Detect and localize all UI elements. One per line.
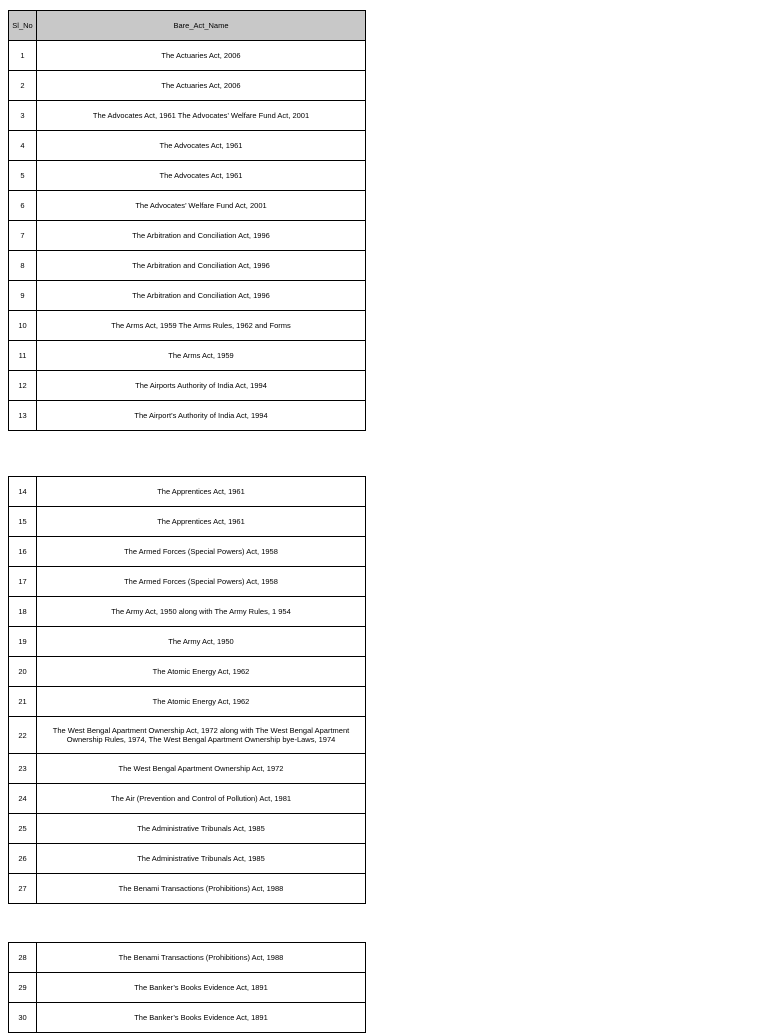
act-name-cell: The Airports Authority of India Act, 1994 (37, 371, 366, 401)
sl-no-cell: 8 (9, 251, 37, 281)
sl-no-cell: 18 (9, 597, 37, 627)
table-row (9, 657, 366, 687)
sl-no-cell: 11 (9, 341, 37, 371)
sl-no-cell: 7 (9, 221, 37, 251)
act-name-cell: The Arbitration and Conciliation Act, 1996 (37, 251, 366, 281)
act-name-cell: The Banker’s Books Evidence Act, 1891 (37, 1003, 366, 1033)
sl-no-cell: 29 (9, 973, 37, 1003)
act-name-cell: The Atomic Energy Act, 1962 (37, 687, 366, 717)
sl-no-cell: 26 (9, 844, 37, 874)
sl-no-cell: 4 (9, 131, 37, 161)
acts-table-3 (8, 942, 366, 1033)
act-name-cell: The Administrative Tribunals Act, 1985 (37, 844, 366, 874)
sl-no-cell: 20 (9, 657, 37, 687)
sl-no-cell: 9 (9, 281, 37, 311)
table-row (9, 943, 366, 973)
act-name-cell: The Banker’s Books Evidence Act, 1891 (37, 973, 366, 1003)
table-row (9, 627, 366, 657)
act-name-cell: The Apprentices Act, 1961 (37, 507, 366, 537)
bare-act-name-header: Bare_Act_Name (37, 11, 366, 41)
acts-table-2 (8, 476, 366, 904)
table-row (9, 597, 366, 627)
acts-table-1 (8, 10, 366, 431)
act-name-cell: The Armed Forces (Special Powers) Act, 1958 (37, 567, 366, 597)
sl-no-cell: 22 (9, 717, 37, 754)
table-row (9, 754, 366, 784)
sl-no-cell: 30 (9, 1003, 37, 1033)
act-name-cell: The Actuaries Act, 2006 (37, 41, 366, 71)
sl-no-cell: 3 (9, 101, 37, 131)
table-row (9, 41, 366, 71)
table-row (9, 477, 366, 507)
table-row (9, 717, 366, 754)
act-name-cell: The West Bengal Apartment Ownership Act, 1972 along with The West Bengal Apartment Ownership Rules, 1974, The West Bengal Apartment Ownership bye-Laws, 1974 (37, 717, 366, 754)
table-row (9, 191, 366, 221)
table-row (9, 537, 366, 567)
table-row (9, 1003, 366, 1033)
act-name-cell: The Atomic Energy Act, 1962 (37, 657, 366, 687)
table-row (9, 874, 366, 904)
act-name-cell: The Arms Act, 1959 The Arms Rules, 1962 and Forms (37, 311, 366, 341)
table-row (9, 311, 366, 341)
sl-no-cell: 14 (9, 477, 37, 507)
act-name-cell: The Advocates Act, 1961 The Advocates’ Welfare Fund Act, 2001 (37, 101, 366, 131)
sl-no-cell: 6 (9, 191, 37, 221)
table-row (9, 844, 366, 874)
act-name-cell: The Actuaries Act, 2006 (37, 71, 366, 101)
sl-no-header: Sl_No (9, 11, 37, 41)
sl-no-cell: 21 (9, 687, 37, 717)
table-row (9, 814, 366, 844)
table-row (9, 371, 366, 401)
act-name-cell: The Arms Act, 1959 (37, 341, 366, 371)
sl-no-cell: 28 (9, 943, 37, 973)
act-name-cell: The Armed Forces (Special Powers) Act, 1958 (37, 537, 366, 567)
act-name-cell: The Advocates’ Welfare Fund Act, 2001 (37, 191, 366, 221)
table-row (9, 507, 366, 537)
table-row (9, 251, 366, 281)
act-name-cell: The Air (Prevention and Control of Pollution) Act, 1981 (37, 784, 366, 814)
table-row (9, 401, 366, 431)
sl-no-cell: 15 (9, 507, 37, 537)
sl-no-cell: 19 (9, 627, 37, 657)
act-name-cell: The Administrative Tribunals Act, 1985 (37, 814, 366, 844)
sl-no-cell: 17 (9, 567, 37, 597)
table-row (9, 131, 366, 161)
sl-no-cell: 12 (9, 371, 37, 401)
table-row (9, 784, 366, 814)
act-name-cell: The Advocates Act, 1961 (37, 131, 366, 161)
sl-no-cell: 27 (9, 874, 37, 904)
act-name-cell: The Army Act, 1950 along with The Army Rules, 1 954 (37, 597, 366, 627)
sl-no-cell: 16 (9, 537, 37, 567)
table-row (9, 687, 366, 717)
act-name-cell: The Airport’s Authority of India Act, 1994 (37, 401, 366, 431)
table-row (9, 101, 366, 131)
act-name-cell: The Advocates Act, 1961 (37, 161, 366, 191)
table-row (9, 281, 366, 311)
sl-no-cell: 2 (9, 71, 37, 101)
act-name-cell: The Apprentices Act, 1961 (37, 477, 366, 507)
sl-no-cell: 25 (9, 814, 37, 844)
act-name-cell: The Army Act, 1950 (37, 627, 366, 657)
sl-no-cell: 24 (9, 784, 37, 814)
act-name-cell: The Arbitration and Conciliation Act, 1996 (37, 281, 366, 311)
act-name-cell: The West Bengal Apartment Ownership Act, 1972 (37, 754, 366, 784)
table-row (9, 161, 366, 191)
act-name-cell: The Arbitration and Conciliation Act, 1996 (37, 221, 366, 251)
act-name-cell: The Benami Transactions (Prohibitions) Act, 1988 (37, 874, 366, 904)
table-row (9, 973, 366, 1003)
act-name-cell: The Benami Transactions (Prohibitions) Act, 1988 (37, 943, 366, 973)
sl-no-cell: 13 (9, 401, 37, 431)
table-row (9, 567, 366, 597)
table-row (9, 341, 366, 371)
sl-no-cell: 5 (9, 161, 37, 191)
table-row (9, 71, 366, 101)
sl-no-cell: 10 (9, 311, 37, 341)
table-row (9, 221, 366, 251)
header-row (9, 11, 366, 41)
sl-no-cell: 1 (9, 41, 37, 71)
sl-no-cell: 23 (9, 754, 37, 784)
